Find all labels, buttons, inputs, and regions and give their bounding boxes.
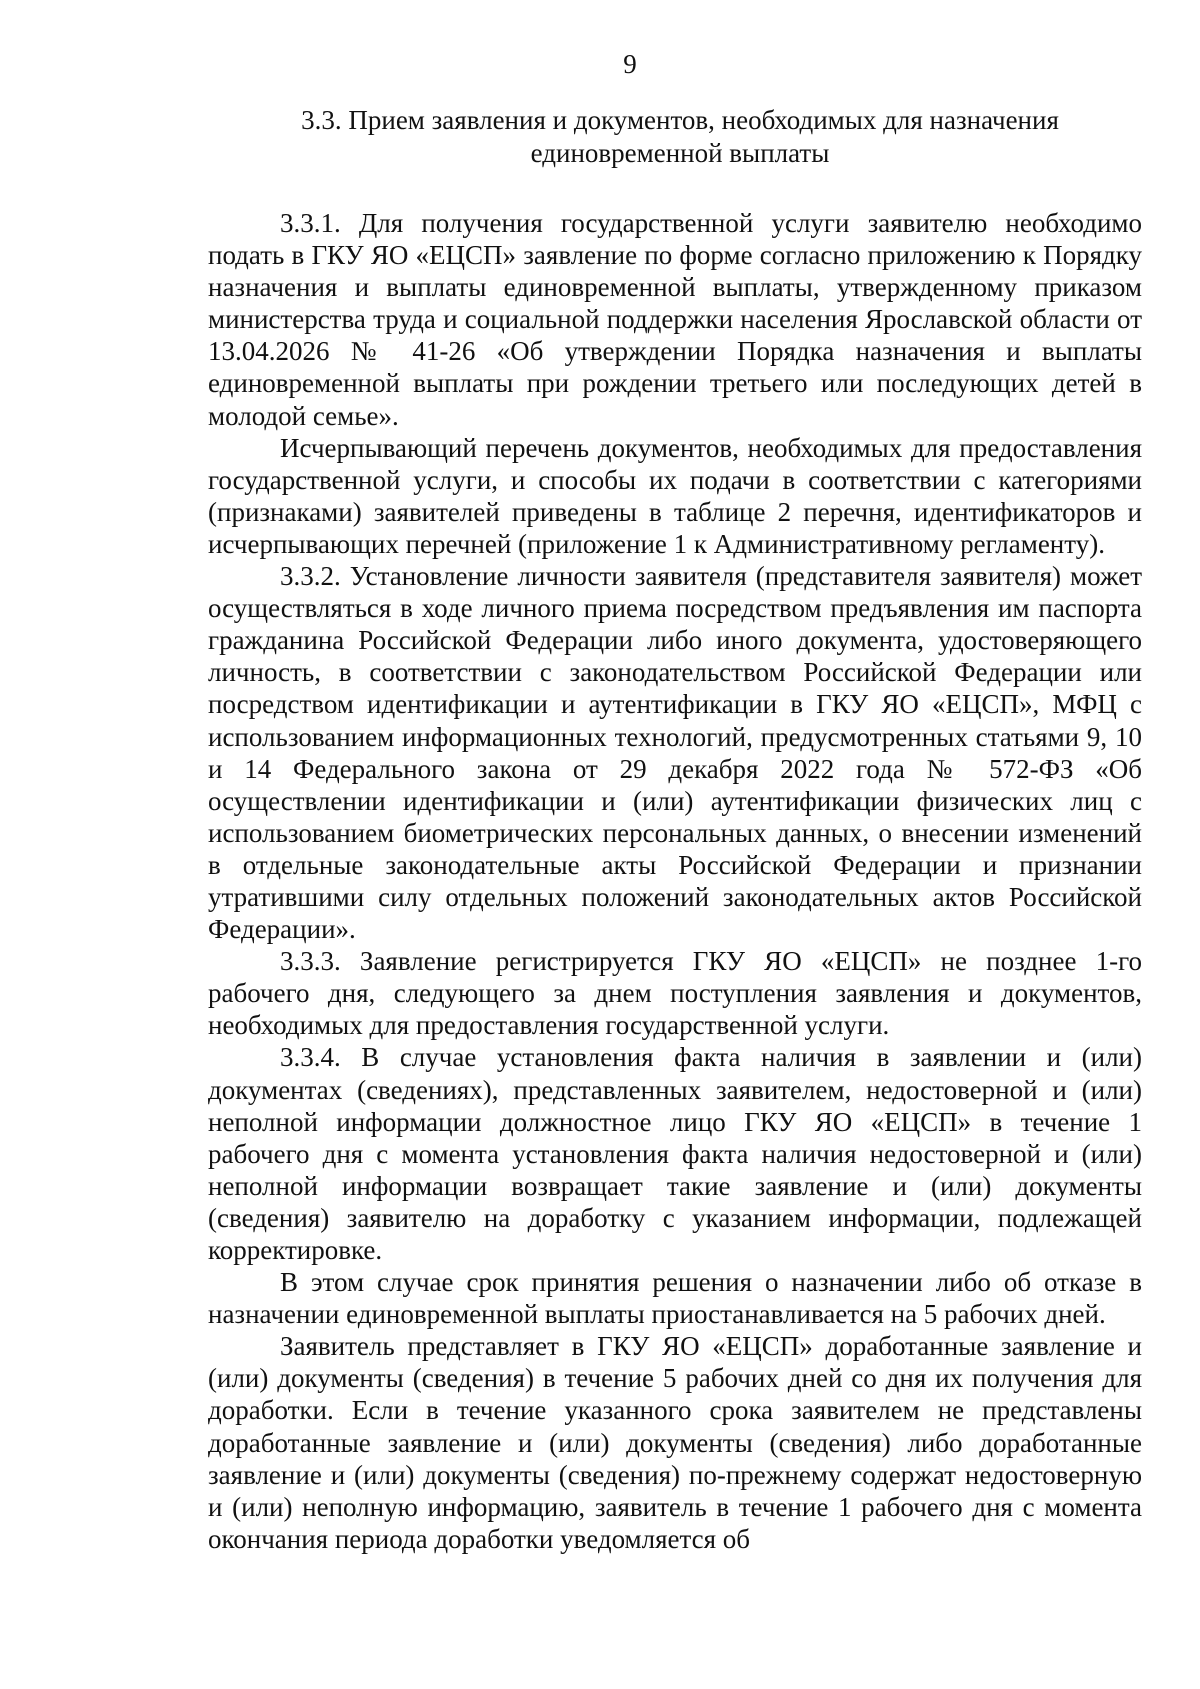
paragraph-3-3-2: 3.3.2. Установление личности заявителя (представителя заявителя) может осуществляться в ходе личного приема посредством предъявления им паспорта гражданина Российской Федерации либо иного документа, удостоверяющего личность, в соответствии с законодательством Российской Федерации или посредством идентификации и аутентификации в ГКУ ЯО «ЕЦСП», МФЦ с использованием информационных технологий, предусмотренных статьями 9, 10 и 14 Федерального закона от 29 декабря 2022 года № 572-ФЗ «Об осуществлении идентификации и (или) аутентификации физических лиц с использованием биометрических персональных данных, о внесении изменений в отдельные законодательные акты Российской Федерации и признании утратившими силу отдельных положений законодательных актов Российской Федерации». bbox=[208, 561, 1142, 945]
document-body bbox=[208, 207, 1142, 1555]
paragraph-3-3-1: 3.3.1. Для получения государственной услуги заявителю необходимо подать в ГКУ ЯО «ЕЦСП» заявление по форме согласно приложению к Порядку назначения и выплаты единовременной выплаты, утвержденному приказом министерства труда и социальной поддержки населения Ярославской области от 13.04.2026 № 41-26 «Об утверждении Порядка назначения и выплаты единовременной выплаты при рождении третьего или последующих детей в молодой семье». bbox=[208, 208, 1142, 431]
paragraph-3-3-3: 3.3.3. Заявление регистрируется ГКУ ЯО «ЕЦСП» не позднее 1-го рабочего дня, следующего за днем поступления заявления и документов, необходимых для предоставления государственной услуги. bbox=[208, 946, 1142, 1041]
paragraph-documents-list: Исчерпывающий перечень документов, необходимых для предоставления государственной услуги, и способы их подачи в соответствии с категориями (признаками) заявителей приведены в таблице 2 перечня, идентификаторов и исчерпывающих перечней (приложение 1 к Административному регламенту). bbox=[208, 432, 1142, 559]
paragraph-revision: Заявитель представляет в ГКУ ЯО «ЕЦСП» доработанные заявление и (или) документы (сведения) в течение 5 рабочих дней со дня их получения для доработки. Если в течение указанного срока заявителем не представлены доработанные заявление и (или) документы (сведения) либо доработанные заявление и (или) документы (сведения) по-прежнему содержат недостоверную и (или) неполную информацию, заявитель в течение 1 рабочего дня с момента окончания периода доработки уведомляется об bbox=[208, 1331, 1142, 1554]
paragraph-suspension: В этом случае срок принятия решения о назначении либо об отказе в назначении единовременной выплаты приостанавливается на 5 рабочих дней. bbox=[208, 1267, 1142, 1330]
page-number: 9 bbox=[623, 49, 637, 79]
section-heading-line-2: единовременной выплаты bbox=[530, 138, 830, 168]
section-heading bbox=[240, 104, 1120, 170]
section-heading-line-1: 3.3. Прием заявления и документов, необходимых для назначения bbox=[301, 105, 1059, 135]
paragraph-3-3-4: 3.3.4. В случае установления факта наличия в заявлении и (или) документах (сведениях), представленных заявителем, недостоверной и (или) неполной информации должностное лицо ГКУ ЯО «ЕЦСП» в течение 1 рабочего дня с момента установления факта наличия недостоверной и (или) неполной информации возвращает такие заявление и (или) документы (сведения) заявителю на доработку с указанием информации, подлежащей корректировке. bbox=[208, 1042, 1142, 1265]
